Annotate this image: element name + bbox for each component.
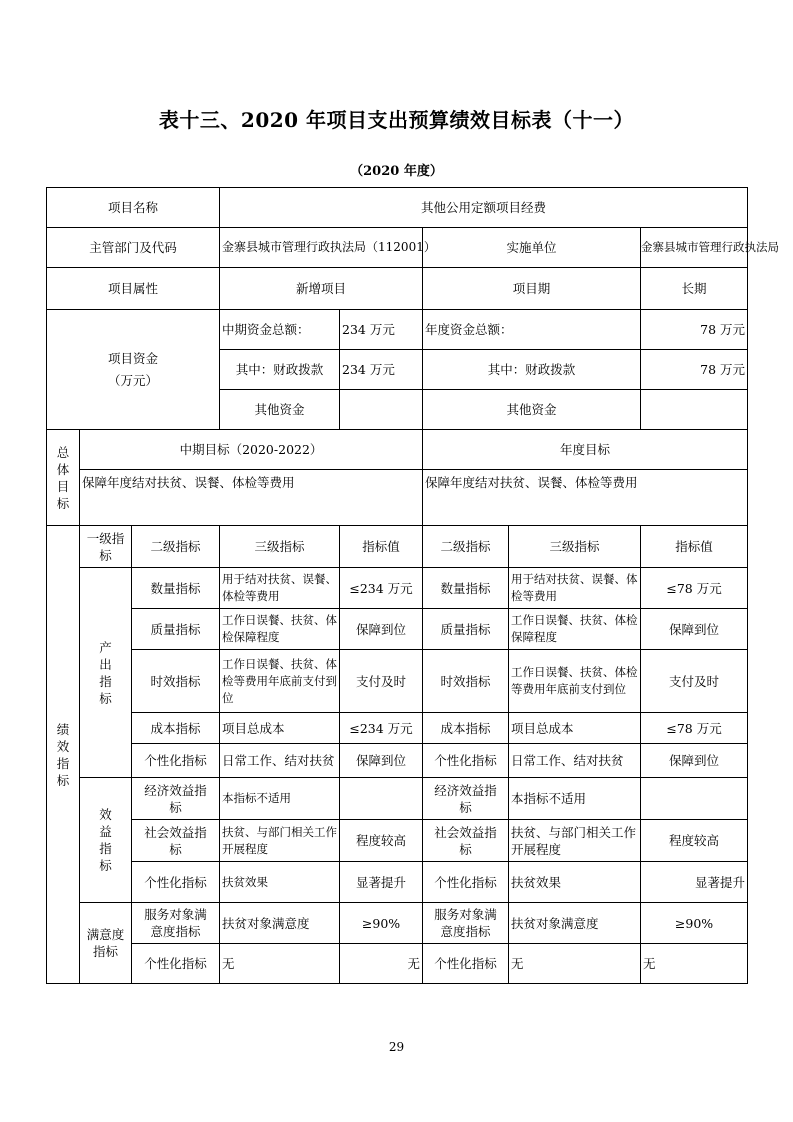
level2b-header: 二级指标: [423, 526, 509, 568]
mid-other-label: 其他资金: [220, 390, 340, 430]
table-row: [47, 650, 748, 713]
overall-header-row: [47, 430, 748, 470]
overall-label: [47, 430, 80, 526]
funds-label-line1: 项目资金: [108, 350, 159, 366]
row-l3b: 工作日误餐、扶贫、体检保障程度: [509, 609, 641, 650]
page-number: 29: [388, 1040, 405, 1054]
row-value: 保障到位: [340, 744, 423, 778]
row-value: 支付及时: [340, 650, 423, 713]
period-value: 长期: [641, 268, 748, 310]
perf-label-char: 标: [56, 772, 70, 788]
row-l2b: 社会效益指标: [423, 820, 509, 862]
mid-other-value: [340, 390, 423, 430]
row-l2: 服务对象满意度指标: [132, 903, 220, 944]
row-l3b: 项目总成本: [509, 713, 641, 744]
level3b-header: 三级指标: [509, 526, 641, 568]
row-valueb: [641, 778, 748, 820]
row-l3b: 工作日误餐、扶贫、体检等费用年底前支付到位: [509, 650, 641, 713]
row-valueb: 程度较高: [641, 820, 748, 862]
valueb-header: 指标值: [641, 526, 748, 568]
row-l2b: 个性化指标: [423, 944, 509, 984]
level2-header: 二级指标: [132, 526, 220, 568]
period-label: 项目期: [423, 268, 641, 310]
row-l3b: 本指标不适用: [509, 778, 641, 820]
attr-value: 新增项目: [220, 268, 423, 310]
row-l2b: 服务对象满意度指标: [423, 903, 509, 944]
row-l3: 扶贫、与部门相关工作开展程度: [220, 820, 340, 862]
table-row: [47, 778, 748, 820]
funds-label: [47, 310, 220, 430]
impl-value: 金寨县城市管理行政执法局: [641, 228, 748, 268]
performance-target-table: [46, 187, 780, 984]
mid-fiscal-label: 其中：财政拨款: [220, 350, 340, 390]
overall-label-char: 目: [56, 478, 70, 494]
row-value: 显著提升: [340, 862, 423, 903]
row-l2b: 成本指标: [423, 713, 509, 744]
satisfaction-label: 满意度指标: [80, 903, 132, 984]
row-l2: 个性化指标: [132, 744, 220, 778]
row-valueb: 保障到位: [641, 609, 748, 650]
row-valueb: ≤78 万元: [641, 568, 748, 609]
table-row: [47, 609, 748, 650]
project-name-row: [47, 188, 748, 228]
row-l2: 社会效益指标: [132, 820, 220, 862]
overall-label-char: 体: [56, 461, 70, 477]
row-l3: 工作日误餐、扶贫、体检等费用年底前支付到位: [220, 650, 340, 713]
row-l2: 经济效益指标: [132, 778, 220, 820]
overall-text-row: [47, 470, 748, 526]
page-title: 表十三、2020 年项目支出预算绩效目标表（十一）: [158, 108, 635, 132]
row-value: ≤234 万元: [340, 713, 423, 744]
effect-label-char: 标: [99, 858, 112, 873]
mid-total-value: 234 万元: [340, 310, 423, 350]
row-l2: 成本指标: [132, 713, 220, 744]
row-l3b: 扶贫效果: [509, 862, 641, 903]
row-l2b: 经济效益指标: [423, 778, 509, 820]
overall-label-char: 总: [56, 444, 70, 460]
row-l3: 扶贫效果: [220, 862, 340, 903]
table-row: [47, 568, 748, 609]
effect-label-char: 益: [99, 824, 112, 839]
row-l2b: 个性化指标: [423, 744, 509, 778]
output-label-char: 指: [99, 673, 112, 689]
row-l3: 本指标不适用: [220, 778, 340, 820]
row-valueb: 保障到位: [641, 744, 748, 778]
row-l3b: 扶贫对象满意度: [509, 903, 641, 944]
impl-label: 实施单位: [423, 228, 641, 268]
year-other-value: [641, 390, 748, 430]
effect-label-char: 效: [99, 807, 112, 822]
row-l2: 数量指标: [132, 568, 220, 609]
row-value: ≤234 万元: [340, 568, 423, 609]
row-l2: 质量指标: [132, 609, 220, 650]
dept-row: [47, 228, 748, 268]
table-row: [47, 713, 748, 744]
table-row: [47, 820, 748, 862]
row-l3: 项目总成本: [220, 713, 340, 744]
table-row: [47, 903, 748, 944]
output-label-char: 标: [99, 690, 112, 706]
output-label: [80, 568, 132, 778]
overall-label-char: 标: [56, 495, 70, 511]
table-row: [47, 744, 748, 778]
row-l3b: 日常工作、结对扶贫: [509, 744, 641, 778]
row-l3: 无: [220, 944, 340, 984]
funds-label-line2: （万元）: [108, 372, 159, 388]
project-name-value: 其他公用定额项目经费: [220, 188, 748, 228]
effect-label-char: 指: [99, 841, 112, 856]
year-total-value: 78 万元: [641, 310, 748, 350]
row-value: [340, 778, 423, 820]
year-fiscal-value: 78 万元: [641, 350, 748, 390]
row-l2b: 数量指标: [423, 568, 509, 609]
row-l3b: 用于结对扶贫、误餐、体检等费用: [509, 568, 641, 609]
output-label-char: 出: [99, 656, 112, 672]
perf-label: [47, 526, 80, 984]
dept-label: 主管部门及代码: [47, 228, 220, 268]
row-valueb: ≤78 万元: [641, 713, 748, 744]
row-l2: 个性化指标: [132, 862, 220, 903]
mid-fiscal-value: 234 万元: [340, 350, 423, 390]
row-l3: 日常工作、结对扶贫: [220, 744, 340, 778]
attr-row: [47, 268, 748, 310]
row-valueb: 无: [641, 944, 748, 984]
year-target-header: 年度目标: [423, 430, 748, 470]
mid-target-header: 中期目标（2020-2022）: [80, 430, 423, 470]
output-label-char: 产: [99, 639, 112, 655]
table-row: [47, 944, 748, 984]
row-value: 无: [340, 944, 423, 984]
level1-header: 一级指标: [80, 526, 132, 568]
perf-header-row: [47, 526, 748, 568]
row-value: ≥90%: [340, 903, 423, 944]
year-fiscal-label: 其中：财政拨款: [423, 350, 641, 390]
row-valueb: 支付及时: [641, 650, 748, 713]
project-name-label: 项目名称: [47, 188, 220, 228]
mid-total-label: 中期资金总额：: [220, 310, 340, 350]
effect-label: [80, 778, 132, 903]
page-subtitle: （2020 年度）: [350, 164, 443, 179]
mid-target-text: 保障年度结对扶贫、误餐、体检等费用: [80, 470, 423, 526]
table-row: [47, 862, 748, 903]
row-l2b: 时效指标: [423, 650, 509, 713]
row-l3: 工作日误餐、扶贫、体检保障程度: [220, 609, 340, 650]
year-other-label: 其他资金: [423, 390, 641, 430]
row-value: 保障到位: [340, 609, 423, 650]
year-total-label: 年度资金总额：: [423, 310, 641, 350]
level3-header: 三级指标: [220, 526, 340, 568]
row-l3b: 扶贫、与部门相关工作开展程度: [509, 820, 641, 862]
attr-label: 项目属性: [47, 268, 220, 310]
row-l3: 用于结对扶贫、误餐、体检等费用: [220, 568, 340, 609]
value-header: 指标值: [340, 526, 423, 568]
row-l2b: 个性化指标: [423, 862, 509, 903]
row-l2b: 质量指标: [423, 609, 509, 650]
row-valueb: ≥90%: [641, 903, 748, 944]
dept-value: 金寨县城市管理行政执法局（112001）: [220, 228, 423, 268]
year-target-text: 保障年度结对扶贫、误餐、体检等费用: [423, 470, 748, 526]
row-l2: 时效指标: [132, 650, 220, 713]
row-l3: 扶贫对象满意度: [220, 903, 340, 944]
perf-label-char: 指: [56, 755, 70, 771]
row-l2: 个性化指标: [132, 944, 220, 984]
row-valueb: 显著提升: [641, 862, 748, 903]
funds-total-row: [47, 310, 748, 350]
row-l3b: 无: [509, 944, 641, 984]
perf-label-char: 效: [56, 738, 70, 754]
row-value: 程度较高: [340, 820, 423, 862]
perf-label-char: 绩: [56, 721, 70, 737]
